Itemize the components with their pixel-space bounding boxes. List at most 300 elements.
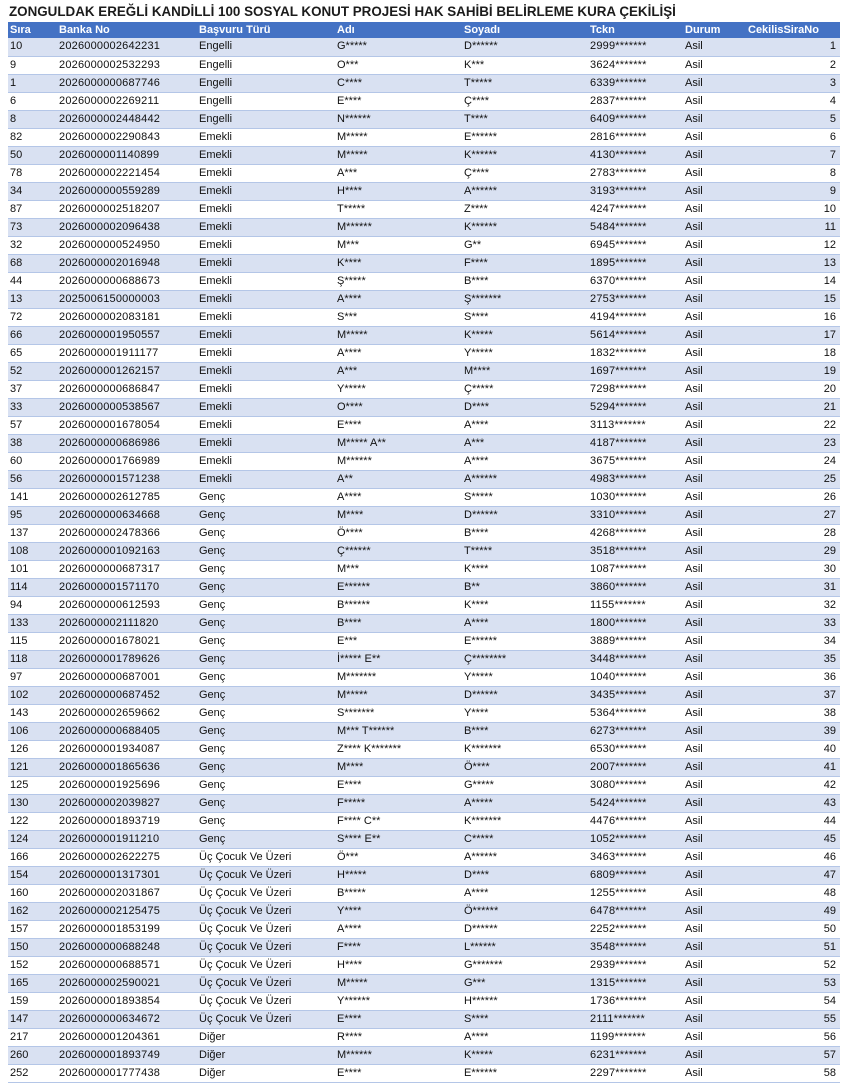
cell-sira: 101 [8, 560, 57, 578]
cell-cekilis-sira-no: 52 [740, 956, 840, 974]
cell-basvuru-turu: Üç Çocuk Ve Üzeri [197, 938, 335, 956]
cell-adi: M***** [335, 974, 462, 992]
cell-tckn: 3080******* [588, 776, 683, 794]
cell-sira: 82 [8, 128, 57, 146]
cell-soyadi: A****** [462, 848, 588, 866]
cell-cekilis-sira-no: 4 [740, 92, 840, 110]
cell-adi: M***** [335, 146, 462, 164]
cell-durum: Asil [683, 128, 740, 146]
cell-tckn: 6273******* [588, 722, 683, 740]
cell-cekilis-sira-no: 2 [740, 56, 840, 74]
cell-banka-no: 2026000002478366 [57, 524, 197, 542]
cell-soyadi: B**** [462, 524, 588, 542]
table-row [8, 866, 840, 884]
cell-cekilis-sira-no: 28 [740, 524, 840, 542]
cell-cekilis-sira-no: 18 [740, 344, 840, 362]
cell-basvuru-turu: Engelli [197, 38, 335, 56]
cell-adi: M****** [335, 218, 462, 236]
cell-durum: Asil [683, 182, 740, 200]
cell-soyadi: A**** [462, 416, 588, 434]
cell-tckn: 2111******* [588, 1010, 683, 1028]
cell-basvuru-turu: Üç Çocuk Ve Üzeri [197, 1010, 335, 1028]
cell-banka-no: 2026000000634668 [57, 506, 197, 524]
cell-adi: M**** [335, 758, 462, 776]
cell-adi: M*** [335, 236, 462, 254]
cell-adi: O*** [335, 56, 462, 74]
cell-adi: F**** [335, 938, 462, 956]
cell-soyadi: Y***** [462, 668, 588, 686]
cell-soyadi: K****** [462, 146, 588, 164]
cell-durum: Asil [683, 164, 740, 182]
cell-basvuru-turu: Emekli [197, 272, 335, 290]
cell-sira: 95 [8, 506, 57, 524]
cell-sira: 10 [8, 38, 57, 56]
cell-tckn: 4268******* [588, 524, 683, 542]
cell-tckn: 1697******* [588, 362, 683, 380]
cell-soyadi: G***** [462, 776, 588, 794]
cell-adi: Ç****** [335, 542, 462, 560]
table-row [8, 182, 840, 200]
cell-soyadi: A****** [462, 470, 588, 488]
cell-adi: M****** [335, 1046, 462, 1064]
cell-banka-no: 2026000001925696 [57, 776, 197, 794]
cell-tckn: 3548******* [588, 938, 683, 956]
cell-cekilis-sira-no: 11 [740, 218, 840, 236]
cell-banka-no: 2026000000688673 [57, 272, 197, 290]
cell-banka-no: 2026000002659662 [57, 704, 197, 722]
cell-durum: Asil [683, 992, 740, 1010]
cell-banka-no: 2026000002016948 [57, 254, 197, 272]
table-row [8, 632, 840, 650]
table-row [8, 398, 840, 416]
table-row [8, 542, 840, 560]
cell-sira: 141 [8, 488, 57, 506]
cell-banka-no: 2026000000612593 [57, 596, 197, 614]
cell-sira: 160 [8, 884, 57, 902]
table-row [8, 1028, 840, 1046]
cell-durum: Asil [683, 686, 740, 704]
cell-banka-no: 2026000002031867 [57, 884, 197, 902]
cell-soyadi: T***** [462, 74, 588, 92]
column-header-durum: Durum [685, 24, 721, 36]
cell-cekilis-sira-no: 13 [740, 254, 840, 272]
cell-adi: A**** [335, 344, 462, 362]
cell-cekilis-sira-no: 37 [740, 686, 840, 704]
cell-basvuru-turu: Genç [197, 632, 335, 650]
cell-durum: Asil [683, 1064, 740, 1082]
cell-cekilis-sira-no: 19 [740, 362, 840, 380]
cell-sira: 94 [8, 596, 57, 614]
cell-basvuru-turu: Üç Çocuk Ve Üzeri [197, 848, 335, 866]
cell-durum: Asil [683, 542, 740, 560]
cell-adi: K**** [335, 254, 462, 272]
table-row [8, 146, 840, 164]
results-table [8, 22, 840, 1083]
cell-basvuru-turu: Emekli [197, 362, 335, 380]
cell-soyadi: K****** [462, 218, 588, 236]
cell-basvuru-turu: Genç [197, 758, 335, 776]
table-row [8, 686, 840, 704]
table-row [8, 758, 840, 776]
cell-adi: M***** [335, 326, 462, 344]
cell-soyadi: G** [462, 236, 588, 254]
cell-banka-no: 2026000001934087 [57, 740, 197, 758]
table-row [8, 812, 840, 830]
cell-tckn: 2252******* [588, 920, 683, 938]
cell-tckn: 2999******* [588, 38, 683, 56]
cell-banka-no: 2026000001950557 [57, 326, 197, 344]
cell-banka-no: 2026000001893854 [57, 992, 197, 1010]
cell-soyadi: H****** [462, 992, 588, 1010]
table-row [8, 128, 840, 146]
cell-soyadi: Y***** [462, 344, 588, 362]
column-header-soyadi: Soyadı [464, 24, 501, 36]
cell-cekilis-sira-no: 24 [740, 452, 840, 470]
cell-sira: 6 [8, 92, 57, 110]
cell-soyadi: K******* [462, 812, 588, 830]
cell-banka-no: 2026000000687317 [57, 560, 197, 578]
table-row [8, 740, 840, 758]
table-row [8, 488, 840, 506]
cell-soyadi: D****** [462, 38, 588, 56]
cell-soyadi: S**** [462, 1010, 588, 1028]
cell-tckn: 3518******* [588, 542, 683, 560]
cell-durum: Asil [683, 848, 740, 866]
table-row [8, 794, 840, 812]
cell-cekilis-sira-no: 47 [740, 866, 840, 884]
cell-durum: Asil [683, 290, 740, 308]
column-header-tckn: Tckn [590, 24, 615, 36]
cell-banka-no: 2026000002083181 [57, 308, 197, 326]
cell-durum: Asil [683, 614, 740, 632]
cell-sira: 108 [8, 542, 57, 560]
cell-basvuru-turu: Genç [197, 614, 335, 632]
cell-adi: F***** [335, 794, 462, 812]
cell-soyadi: Ö****** [462, 902, 588, 920]
cell-basvuru-turu: Üç Çocuk Ve Üzeri [197, 992, 335, 1010]
cell-cekilis-sira-no: 53 [740, 974, 840, 992]
cell-cekilis-sira-no: 36 [740, 668, 840, 686]
table-row [8, 56, 840, 74]
table-row [8, 74, 840, 92]
cell-cekilis-sira-no: 35 [740, 650, 840, 668]
cell-basvuru-turu: Üç Çocuk Ve Üzeri [197, 884, 335, 902]
cell-durum: Asil [683, 74, 740, 92]
cell-soyadi: B**** [462, 272, 588, 290]
cell-durum: Asil [683, 326, 740, 344]
cell-soyadi: D****** [462, 686, 588, 704]
cell-tckn: 5484******* [588, 218, 683, 236]
cell-durum: Asil [683, 416, 740, 434]
cell-soyadi: Ç***** [462, 380, 588, 398]
cell-banka-no: 2026000000524950 [57, 236, 197, 254]
cell-durum: Asil [683, 920, 740, 938]
cell-basvuru-turu: Engelli [197, 74, 335, 92]
cell-banka-no: 2026000002096438 [57, 218, 197, 236]
cell-durum: Asil [683, 722, 740, 740]
cell-durum: Asil [683, 668, 740, 686]
cell-tckn: 1052******* [588, 830, 683, 848]
cell-basvuru-turu: Genç [197, 668, 335, 686]
cell-durum: Asil [683, 200, 740, 218]
cell-sira: 115 [8, 632, 57, 650]
cell-cekilis-sira-no: 1 [740, 38, 840, 56]
cell-banka-no: 2026000001911177 [57, 344, 197, 362]
cell-tckn: 3624******* [588, 56, 683, 74]
cell-basvuru-turu: Emekli [197, 434, 335, 452]
cell-basvuru-turu: Genç [197, 830, 335, 848]
cell-sira: 166 [8, 848, 57, 866]
cell-tckn: 6370******* [588, 272, 683, 290]
cell-soyadi: L****** [462, 938, 588, 956]
cell-basvuru-turu: Diğer [197, 1028, 335, 1046]
cell-durum: Asil [683, 236, 740, 254]
cell-basvuru-turu: Emekli [197, 218, 335, 236]
cell-tckn: 1255******* [588, 884, 683, 902]
cell-cekilis-sira-no: 42 [740, 776, 840, 794]
cell-cekilis-sira-no: 21 [740, 398, 840, 416]
cell-banka-no: 2026000000688248 [57, 938, 197, 956]
cell-cekilis-sira-no: 17 [740, 326, 840, 344]
cell-sira: 1 [8, 74, 57, 92]
table-row [8, 704, 840, 722]
cell-soyadi: Ç**** [462, 92, 588, 110]
cell-tckn: 6409******* [588, 110, 683, 128]
cell-basvuru-turu: Genç [197, 722, 335, 740]
cell-cekilis-sira-no: 12 [740, 236, 840, 254]
cell-adi: B**** [335, 614, 462, 632]
cell-durum: Asil [683, 812, 740, 830]
cell-tckn: 5424******* [588, 794, 683, 812]
cell-adi: Y**** [335, 902, 462, 920]
cell-adi: M**** [335, 506, 462, 524]
cell-basvuru-turu: Üç Çocuk Ve Üzeri [197, 866, 335, 884]
cell-sira: 50 [8, 146, 57, 164]
cell-adi: R**** [335, 1028, 462, 1046]
table-row [8, 1064, 840, 1082]
cell-soyadi: K**** [462, 596, 588, 614]
cell-cekilis-sira-no: 9 [740, 182, 840, 200]
cell-sira: 122 [8, 812, 57, 830]
cell-sira: 217 [8, 1028, 57, 1046]
cell-sira: 13 [8, 290, 57, 308]
cell-tckn: 3463******* [588, 848, 683, 866]
cell-basvuru-turu: Genç [197, 524, 335, 542]
cell-sira: 125 [8, 776, 57, 794]
cell-sira: 154 [8, 866, 57, 884]
cell-adi: Y****** [335, 992, 462, 1010]
cell-tckn: 6530******* [588, 740, 683, 758]
cell-tckn: 4187******* [588, 434, 683, 452]
cell-banka-no: 2026000002125475 [57, 902, 197, 920]
table-row [8, 614, 840, 632]
cell-adi: M***** [335, 686, 462, 704]
cell-durum: Asil [683, 1046, 740, 1064]
cell-tckn: 1800******* [588, 614, 683, 632]
cell-tckn: 7298******* [588, 380, 683, 398]
cell-durum: Asil [683, 956, 740, 974]
cell-tckn: 2939******* [588, 956, 683, 974]
cell-adi: E*** [335, 632, 462, 650]
cell-basvuru-turu: Engelli [197, 92, 335, 110]
cell-soyadi: A****** [462, 182, 588, 200]
table-body [8, 38, 840, 1082]
cell-basvuru-turu: Emekli [197, 470, 335, 488]
table-row [8, 506, 840, 524]
table-row [8, 596, 840, 614]
table-row [8, 974, 840, 992]
table-row [8, 1010, 840, 1028]
cell-adi: T***** [335, 200, 462, 218]
cell-basvuru-turu: Genç [197, 506, 335, 524]
cell-tckn: 3675******* [588, 452, 683, 470]
cell-banka-no: 2026000001140899 [57, 146, 197, 164]
column-header-basvuru-turu: Başvuru Türü [199, 24, 271, 36]
page-title: ZONGULDAK EREĞLİ KANDİLLİ 100 SOSYAL KONUT PROJESİ HAK SAHİBİ BELİRLEME KURA ÇEKİLİŞİ [9, 4, 676, 19]
cell-banka-no: 2026000002111820 [57, 614, 197, 632]
header-row [8, 22, 840, 38]
cell-cekilis-sira-no: 39 [740, 722, 840, 740]
cell-adi: İ***** E** [335, 650, 462, 668]
cell-banka-no: 2026000001317301 [57, 866, 197, 884]
cell-cekilis-sira-no: 31 [740, 578, 840, 596]
cell-sira: 157 [8, 920, 57, 938]
cell-basvuru-turu: Diğer [197, 1064, 335, 1082]
table-row [8, 434, 840, 452]
cell-adi: E**** [335, 416, 462, 434]
cell-tckn: 3448******* [588, 650, 683, 668]
column-header-cekilis-sira-no: CekilisSiraNo [748, 24, 819, 36]
table-row [8, 200, 840, 218]
cell-banka-no: 2026000001865636 [57, 758, 197, 776]
cell-adi: E**** [335, 1010, 462, 1028]
cell-soyadi: D**** [462, 866, 588, 884]
cell-durum: Asil [683, 866, 740, 884]
cell-adi: M****** [335, 452, 462, 470]
cell-durum: Asil [683, 794, 740, 812]
cell-cekilis-sira-no: 6 [740, 128, 840, 146]
cell-durum: Asil [683, 398, 740, 416]
cell-tckn: 6478******* [588, 902, 683, 920]
cell-banka-no: 2025006150000003 [57, 290, 197, 308]
cell-durum: Asil [683, 560, 740, 578]
cell-cekilis-sira-no: 20 [740, 380, 840, 398]
cell-cekilis-sira-no: 45 [740, 830, 840, 848]
table-row [8, 236, 840, 254]
cell-cekilis-sira-no: 29 [740, 542, 840, 560]
cell-soyadi: Ö**** [462, 758, 588, 776]
cell-cekilis-sira-no: 34 [740, 632, 840, 650]
cell-adi: Ş***** [335, 272, 462, 290]
cell-cekilis-sira-no: 43 [740, 794, 840, 812]
cell-soyadi: G*** [462, 974, 588, 992]
table-row [8, 776, 840, 794]
table-row [8, 722, 840, 740]
cell-durum: Asil [683, 380, 740, 398]
table-row [8, 578, 840, 596]
table-row [8, 524, 840, 542]
cell-cekilis-sira-no: 3 [740, 74, 840, 92]
cell-soyadi: T**** [462, 110, 588, 128]
cell-adi: G***** [335, 38, 462, 56]
cell-banka-no: 2026000002622275 [57, 848, 197, 866]
cell-sira: 165 [8, 974, 57, 992]
cell-adi: H***** [335, 866, 462, 884]
cell-tckn: 3860******* [588, 578, 683, 596]
cell-durum: Asil [683, 506, 740, 524]
cell-tckn: 6339******* [588, 74, 683, 92]
cell-adi: B***** [335, 884, 462, 902]
cell-durum: Asil [683, 902, 740, 920]
cell-durum: Asil [683, 1028, 740, 1046]
cell-cekilis-sira-no: 56 [740, 1028, 840, 1046]
cell-durum: Asil [683, 488, 740, 506]
cell-adi: A**** [335, 488, 462, 506]
cell-tckn: 1155******* [588, 596, 683, 614]
cell-banka-no: 2026000001678054 [57, 416, 197, 434]
cell-tckn: 6809******* [588, 866, 683, 884]
cell-basvuru-turu: Emekli [197, 398, 335, 416]
cell-adi: N****** [335, 110, 462, 128]
cell-soyadi: S***** [462, 488, 588, 506]
table-row [8, 110, 840, 128]
cell-soyadi: E****** [462, 128, 588, 146]
cell-soyadi: D****** [462, 506, 588, 524]
cell-adi: A*** [335, 362, 462, 380]
cell-adi: E****** [335, 578, 462, 596]
cell-cekilis-sira-no: 26 [740, 488, 840, 506]
cell-soyadi: G******* [462, 956, 588, 974]
cell-basvuru-turu: Genç [197, 794, 335, 812]
cell-adi: B****** [335, 596, 462, 614]
cell-basvuru-turu: Genç [197, 740, 335, 758]
cell-soyadi: Ş******* [462, 290, 588, 308]
cell-cekilis-sira-no: 50 [740, 920, 840, 938]
cell-soyadi: B** [462, 578, 588, 596]
cell-soyadi: Y**** [462, 704, 588, 722]
cell-adi: S******* [335, 704, 462, 722]
cell-banka-no: 2026000000687452 [57, 686, 197, 704]
cell-sira: 118 [8, 650, 57, 668]
cell-banka-no: 2026000000634672 [57, 1010, 197, 1028]
cell-sira: 44 [8, 272, 57, 290]
cell-banka-no: 2026000001911210 [57, 830, 197, 848]
cell-banka-no: 2026000000687001 [57, 668, 197, 686]
cell-basvuru-turu: Genç [197, 578, 335, 596]
table-row [8, 470, 840, 488]
cell-durum: Asil [683, 308, 740, 326]
cell-adi: H**** [335, 956, 462, 974]
table-row [8, 920, 840, 938]
cell-soyadi: A**** [462, 884, 588, 902]
table-row [8, 254, 840, 272]
table-row [8, 956, 840, 974]
cell-sira: 8 [8, 110, 57, 128]
cell-durum: Asil [683, 650, 740, 668]
cell-sira: 33 [8, 398, 57, 416]
cell-basvuru-turu: Genç [197, 542, 335, 560]
cell-cekilis-sira-no: 33 [740, 614, 840, 632]
cell-basvuru-turu: Engelli [197, 110, 335, 128]
table-row [8, 668, 840, 686]
cell-sira: 150 [8, 938, 57, 956]
cell-banka-no: 2026000001789626 [57, 650, 197, 668]
table-row [8, 938, 840, 956]
cell-adi: A** [335, 470, 462, 488]
table-row [8, 416, 840, 434]
cell-banka-no: 2026000000687746 [57, 74, 197, 92]
cell-sira: 32 [8, 236, 57, 254]
